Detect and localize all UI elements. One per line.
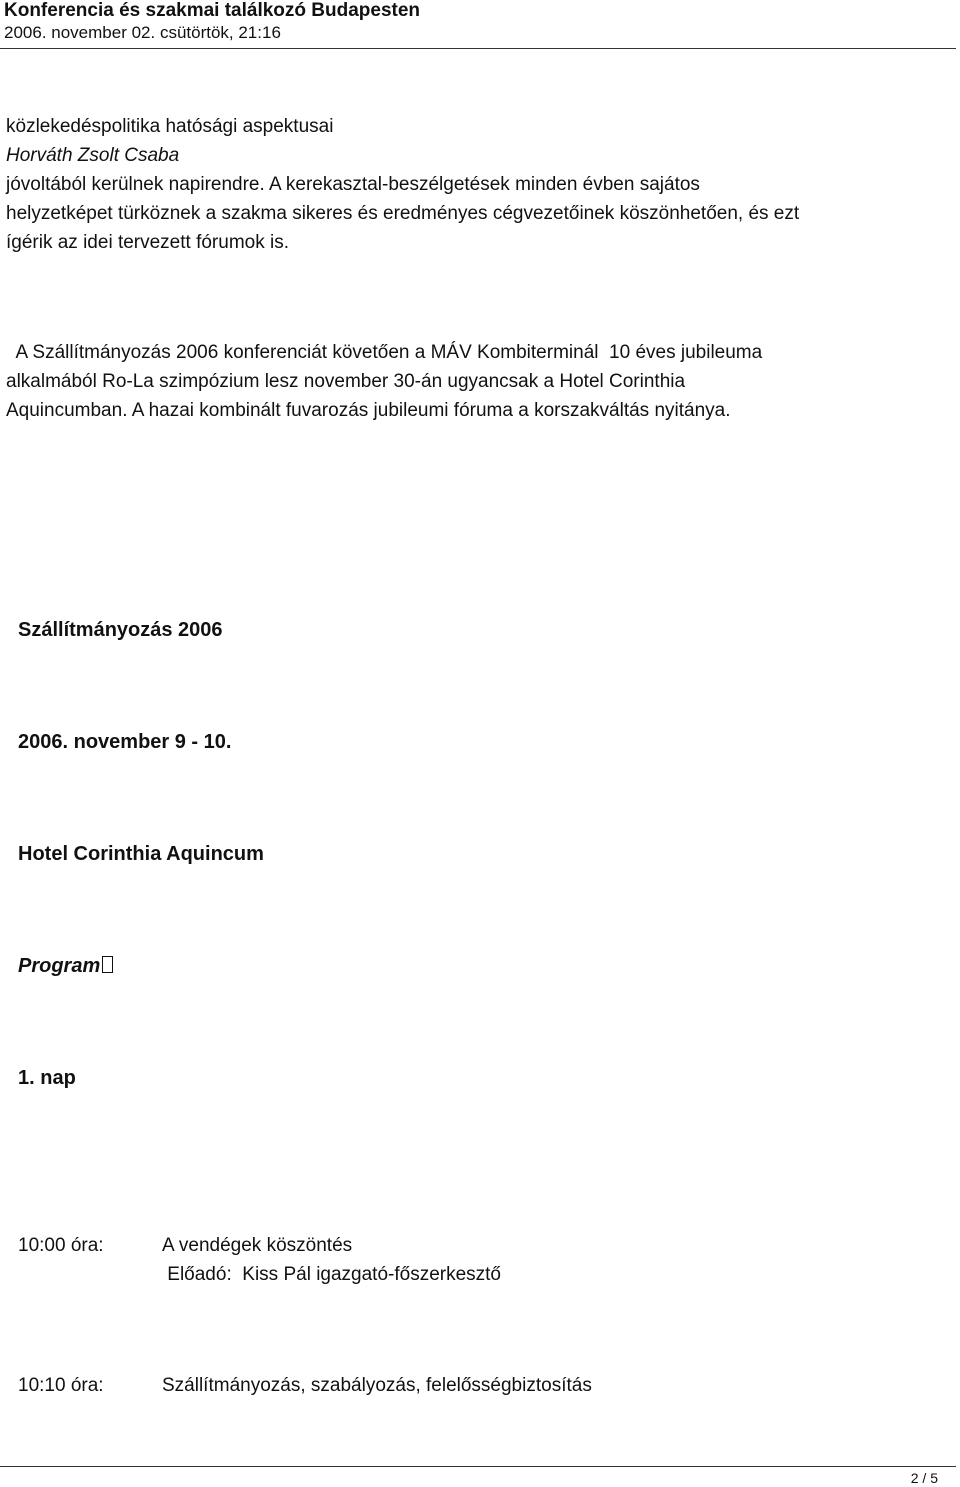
para2-line-1: A Szállítmányozás 2006 konferenciát követően a MÁV Kombiterminál 10 éves jubileuma — [6, 342, 763, 363]
page-number: 2 / 5 — [910, 1470, 938, 1486]
intro-line-5: ígérik az idei tervezett fórumok is. — [6, 232, 289, 253]
schedule-title: A vendégek köszöntés — [162, 1235, 353, 1256]
day-heading: 1. nap — [18, 1067, 76, 1089]
intro-line-1: közlekedéspolitika hatósági aspektusai — [6, 116, 334, 137]
publish-date: 2006. november 02. csütörtök, 21:16 — [4, 23, 281, 42]
missing-glyph-box — [102, 956, 113, 973]
page-title: Konferencia és szakmai találkozó Budapesten — [4, 0, 421, 21]
intro-line-3: jóvoltából kerülnek napirendre. A kerekasztal-beszélgetések minden évben sajátos — [6, 174, 700, 195]
event-dates: 2006. november 9 - 10. — [18, 731, 232, 753]
para2-line-2: alkalmából Ro-La szimpózium lesz november 30-án ugyancsak a Hotel Corinthia — [6, 371, 686, 392]
program-heading — [18, 955, 113, 978]
schedule-title: Szállítmányozás, szabályozás, felelősségbiztosítás — [162, 1375, 592, 1396]
schedule-speaker: Előadó: Kiss Pál igazgató-főszerkesztő — [162, 1264, 502, 1285]
program-label: Program — [18, 955, 101, 977]
event-name: Szállítmányozás 2006 — [18, 619, 223, 641]
intro-line-4: helyzetképet türköznek a szakma sikeres és eredményes cégvezetőinek köszönhetően, és ezt — [6, 203, 800, 224]
para2-line-3: Aquincumban. A hazai kombinált fuvarozás jubileumi fóruma a korszakváltás nyitánya. — [6, 400, 731, 421]
schedule-time: 10:10 óra: — [18, 1375, 104, 1396]
footer-divider — [0, 1466, 956, 1467]
event-venue: Hotel Corinthia Aquincum — [18, 843, 264, 865]
schedule-time: 10:00 óra: — [18, 1235, 104, 1256]
header-divider — [0, 48, 956, 49]
intro-author: Horváth Zsolt Csaba — [6, 145, 180, 166]
